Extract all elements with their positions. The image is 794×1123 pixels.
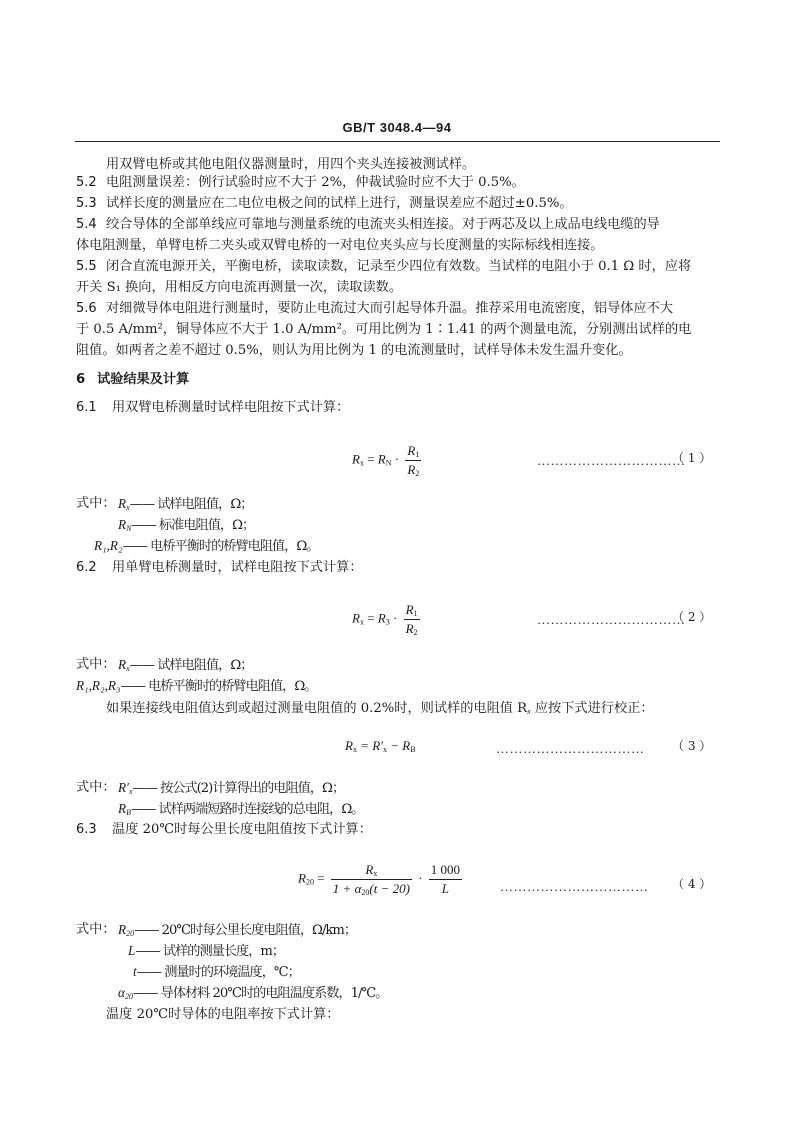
clause-number: 6.1 — [76, 400, 97, 415]
clause-text: 阻值。如两者之差不超过 0.5%，则认为用比例为 1 的电流测量时，试样导体未发生温升变化。 — [76, 343, 632, 358]
where-item: R₁,R₂—— 电桥平衡时的桥臂电阻值，Ω。 — [94, 538, 319, 554]
where-lead: 式中： — [76, 922, 116, 937]
where-item: $R_{20}——$ 20℃时每公里长度电阻值，Ω/km； — [118, 922, 357, 938]
section-number: 6 — [76, 372, 86, 387]
header-rule — [75, 141, 720, 142]
clause-text: 试样长度的测量应在二电位电极之间的试样上进行，测量误差应不超过±0.5%。 — [106, 196, 573, 211]
clause-text: 电阻测量误差：例行试验时应不大于 2%，仲裁试验时应不大于 0.5%。 — [106, 175, 525, 190]
where-item: $R_N——$ 标准电阻值，Ω； — [118, 517, 255, 533]
where-lead: 式中： — [76, 780, 116, 795]
where-item: $R_x——$ 试样电阻值，Ω； — [118, 496, 253, 512]
leader-dots: …………………………… — [537, 612, 686, 627]
equation-1: $R_x = R_N$ · $\frac{R_1}{R_2}$ — [352, 443, 420, 478]
where-item: $R'_x——$ 按公式(2)计算得出的电阻值，Ω； — [118, 780, 345, 796]
clause-number: 5.5 — [76, 259, 97, 274]
equation-number: （ 1 ） — [672, 451, 712, 465]
equation-number: （ 2 ） — [672, 610, 712, 624]
paragraph-line: 温度 20℃时导体的电阻率按下式计算： — [106, 1007, 340, 1022]
equation-3: $R_x = R'_x - R_B$ — [345, 738, 416, 754]
where-item: $R_B——$ 试样两端短路时连接线的总电阻，Ω。 — [118, 801, 364, 817]
clause-text: 绞合导体的全部单线应可靠地与测量系统的电流夹头相连接。对于两芯及以上成品电线电缆的导 — [106, 217, 660, 232]
where-lead: 式中： — [76, 657, 116, 672]
paragraph-line: 用双臂电桥或其他电阻仪器测量时，用四个夹头连接被测试样。 — [106, 157, 476, 172]
equation-2: $R_x = R_3$ · $\frac{R_1}{R_2}$ — [352, 602, 418, 637]
where-item: $R_x——$ 试样电阻值，Ω； — [118, 657, 253, 673]
equation-number: （ 4 ） — [672, 877, 712, 891]
where-item: L—— 试样的测量长度，m； — [128, 943, 285, 959]
clause-text: 于 0.5 A/mm²，铜导体应不大于 1.0 A/mm²。可用比例为 1∶1.41 的两个测量电流，分别测出试样的电 — [76, 322, 692, 337]
clause-text: 用单臂电桥测量时，试样电阻按下式计算： — [112, 560, 363, 575]
clause-text: 用双臂电桥测量时试样电阻按下式计算： — [112, 400, 350, 415]
section-title: 试验结果及计算 — [97, 372, 190, 387]
clause-number: 6.3 — [76, 822, 97, 837]
clause-number: 5.3 — [76, 196, 97, 211]
clause-text: 体电阻测量，单臂电桥二夹头或双臂电桥的一对电位夹头应与长度测量的实际标线相连接。 — [76, 238, 604, 253]
clause-number: 6.2 — [76, 560, 97, 575]
equation-4: $R_{20}$ = $\frac{R_x}{1 + \alpha_{20}(t - 20)}$ · $\frac{1 000}{L}$ — [298, 862, 461, 897]
leader-dots: …………………………… — [500, 879, 649, 894]
where-item: $\alpha_{20}——$ 导体材料 20℃时的电阻温度系数，1/℃。 — [118, 985, 388, 1001]
where-lead: 式中： — [76, 496, 116, 511]
clause-text: 开关 S₁ 换向，用相反方向电流再测量一次，读取读数。 — [76, 280, 403, 295]
where-item: R₁,R₂,R₃—— 电桥平衡时的桥臂电阻值，Ω。 — [76, 678, 317, 694]
equation-number: （ 3 ） — [672, 739, 712, 753]
standard-code-header: GB/T 3048.4—94 — [342, 120, 452, 135]
clause-number: 5.4 — [76, 217, 97, 232]
clause-text: 闭合直流电源开关，平衡电桥，读取读数，记录至少四位有效数。当试样的电阻小于 0.1 Ω 时，应将 — [106, 259, 692, 274]
clause-number: 5.2 — [76, 175, 97, 190]
clause-number: 5.6 — [76, 301, 97, 316]
clause-text: 温度 20℃时每公里长度电阻值按下式计算： — [112, 822, 372, 837]
paragraph-line: 如果连接线电阻值达到或超过测量电阻值的 0.2%时，则试样的电阻值 $R_x$ 应按下式进行校正： — [106, 701, 654, 716]
leader-dots: …………………………… — [496, 741, 645, 756]
where-item: t—— 测量时的环境温度，℃； — [133, 964, 300, 980]
clause-text: 对细微导体电阻进行测量时，要防止电流过大而引起导体升温。推荐采用电流密度，铝导体应不大 — [106, 301, 674, 316]
leader-dots: …………………………… — [537, 453, 686, 468]
